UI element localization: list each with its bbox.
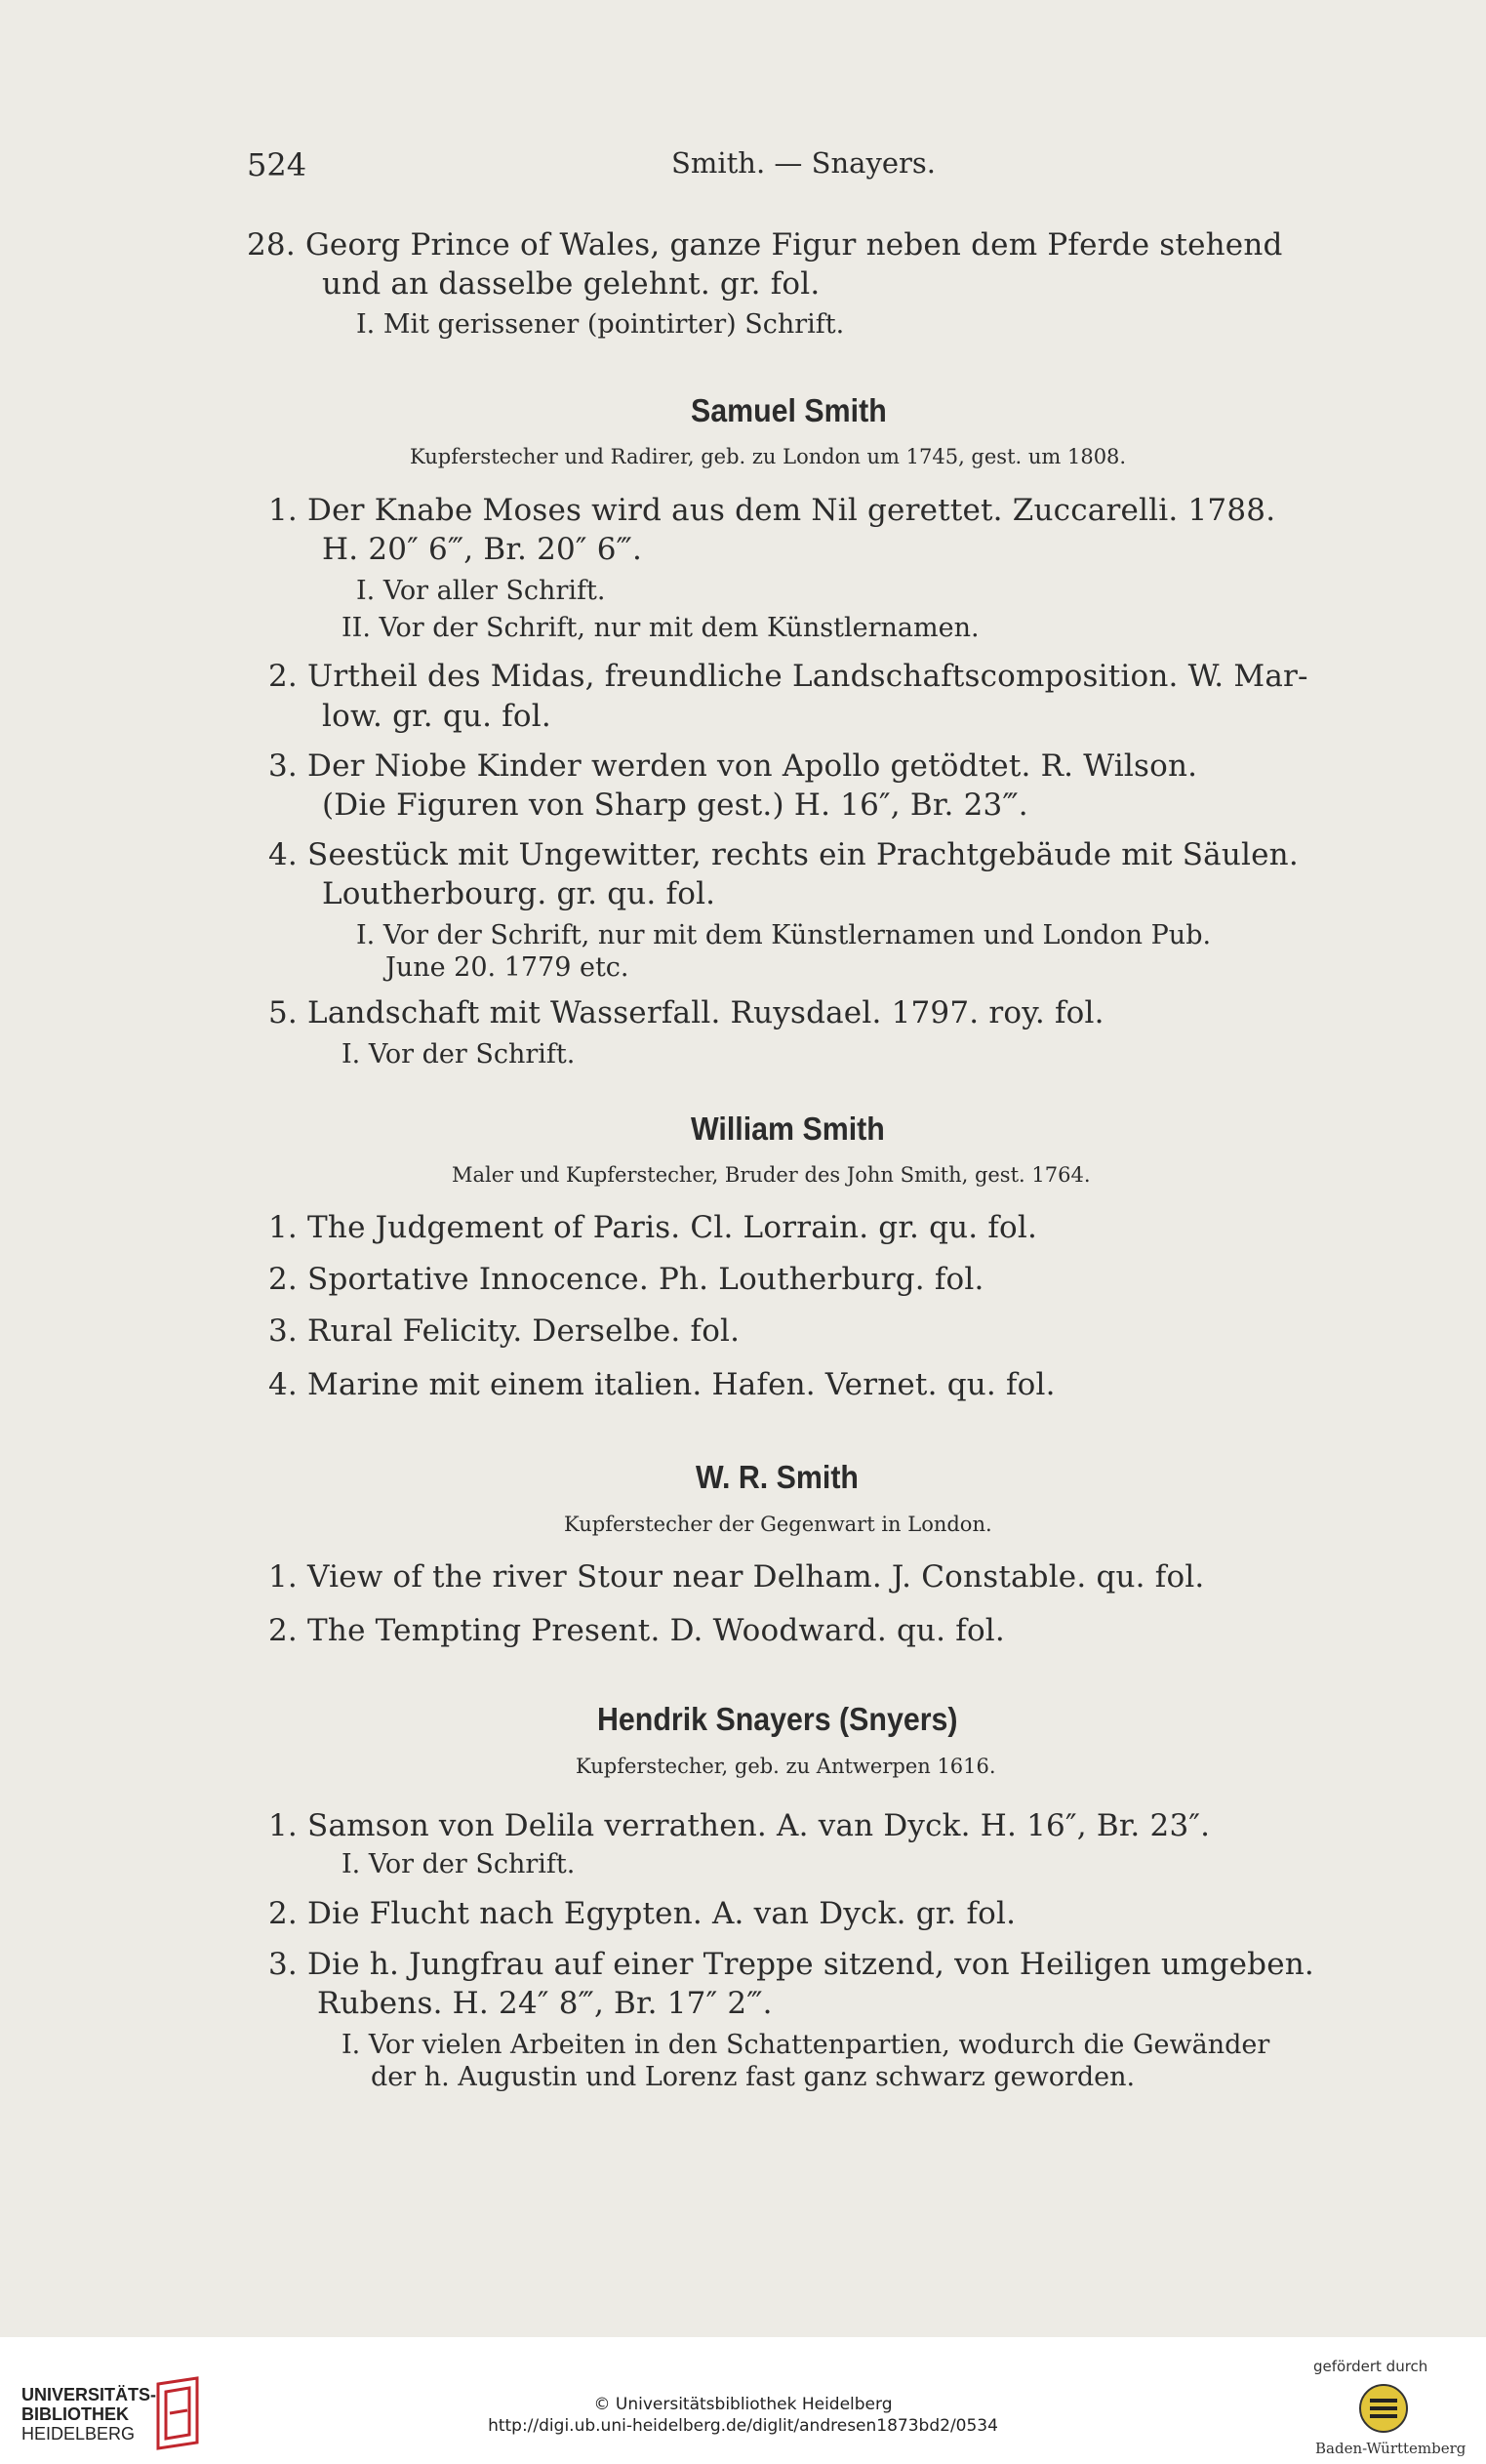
artist-bio-wr-smith: Kupferstecher der Gegenwart in London. <box>564 1513 992 1536</box>
entry-line: 2. Die Flucht nach Egypten. A. van Dyck. gr. fol. <box>268 1896 1017 1931</box>
state-coat-of-arms-icon <box>1358 2383 1409 2434</box>
artist-bio-william-smith: Maler und Kupferstecher, Bruder des John Smith, gest. 1764. <box>452 1163 1091 1187</box>
entry-line: 5. Landschaft mit Wasserfall. Ruysdael. 1797. roy. fol. <box>268 995 1104 1030</box>
entry-line: H. 20″ 6‴, Br. 20″ 6‴. <box>322 532 643 567</box>
artist-heading-wr-smith: W. R. Smith <box>696 1459 859 1495</box>
entry-28-state: I. Mit gerissener (pointirter) Schrift. <box>356 309 845 340</box>
entry-state: I. Vor vielen Arbeiten in den Schattenpartien, wodurch die Gewänder <box>341 2030 1270 2060</box>
artist-heading-hendrik-snayers: Hendrik Snayers (Snyers) <box>597 1701 958 1737</box>
artist-heading-samuel-smith: Samuel Smith <box>691 392 887 428</box>
page-number: 524 <box>247 146 307 183</box>
library-name-line3: HEIDELBERG <box>21 2424 136 2444</box>
entry-line: 1. Samson von Delila verrathen. A. van Dyck. H. 16″, Br. 23″. <box>268 1808 1211 1843</box>
entry-line: (Die Figuren von Sharp gest.) H. 16″, Br. 23‴. <box>322 788 1028 823</box>
entry-line: Loutherbourg. gr. qu. fol. <box>322 876 716 911</box>
library-name-line1: UNIVERSITÄTS- <box>21 2385 157 2404</box>
funding-label: gefördert durch <box>1313 2358 1428 2375</box>
entry-line: 1. View of the river Stour near Delham. J. Constable. qu. fol. <box>268 1559 1205 1595</box>
entry-line: 1. Der Knabe Moses wird aus dem Nil gerettet. Zuccarelli. 1788. <box>268 493 1276 528</box>
entry-state: I. Vor der Schrift. <box>341 1849 576 1879</box>
entry-state: II. Vor der Schrift, nur mit dem Künstlernamen. <box>341 613 980 643</box>
library-name-line2: BIBLIOTHEK <box>21 2404 129 2424</box>
entry-state: I. Vor der Schrift. <box>341 1039 576 1070</box>
entry-line: low. gr. qu. fol. <box>322 699 551 734</box>
permalink-url[interactable]: http://digi.ub.uni-heidelberg.de/diglit/andresen1873bd2/0534 <box>488 2416 998 2436</box>
entry-line: 2. The Tempting Present. D. Woodward. qu. fol. <box>268 1613 1005 1648</box>
artist-heading-william-smith: William Smith <box>691 1111 885 1147</box>
entry-line: 3. Der Niobe Kinder werden von Apollo getödtet. R. Wilson. <box>268 748 1198 784</box>
entry-state: I. Vor aller Schrift. <box>356 576 606 606</box>
entry-28-line1: 28. Georg Prince of Wales, ganze Figur neben dem Pferde stehend <box>247 227 1283 263</box>
entry-line: 4. Marine mit einem italien. Hafen. Vernet. qu. fol. <box>268 1367 1056 1402</box>
state-name: Baden-Württemberg <box>1315 2440 1466 2457</box>
entry-line: 3. Die h. Jungfrau auf einer Treppe sitzend, von Heiligen umgeben. <box>268 1947 1314 1982</box>
entry-line: 2. Urtheil des Midas, freundliche Landschaftscomposition. W. Mar- <box>268 659 1308 694</box>
entry-line: Rubens. H. 24″ 8‴, Br. 17″ 2‴. <box>317 1986 773 2021</box>
entry-state: der h. Augustin und Lorenz fast ganz schwarz geworden. <box>371 2062 1136 2092</box>
entry-line: 1. The Judgement of Paris. Cl. Lorrain. gr. qu. fol. <box>268 1210 1038 1245</box>
entry-state: June 20. 1779 etc. <box>385 952 629 983</box>
artist-bio-samuel-smith: Kupferstecher und Radirer, geb. zu London um 1745, gest. um 1808. <box>410 445 1127 468</box>
entry-28-line2: und an dasselbe gelehnt. gr. fol. <box>322 266 821 302</box>
copyright-notice: © Universitätsbibliothek Heidelberg <box>593 2395 893 2414</box>
entry-line: 4. Seestück mit Ungewitter, rechts ein Prachtgebäude mit Säulen. <box>268 837 1299 872</box>
entry-line: 2. Sportative Innocence. Ph. Loutherburg. fol. <box>268 1262 984 1297</box>
running-title: Smith. — Snayers. <box>671 146 936 180</box>
entry-state: I. Vor der Schrift, nur mit dem Künstlernamen und London Pub. <box>356 920 1212 950</box>
artist-bio-hendrik-snayers: Kupferstecher, geb. zu Antwerpen 1616. <box>576 1755 996 1778</box>
entry-line: 3. Rural Felicity. Derselbe. fol. <box>268 1313 741 1349</box>
footer-bar <box>0 2337 1486 2464</box>
